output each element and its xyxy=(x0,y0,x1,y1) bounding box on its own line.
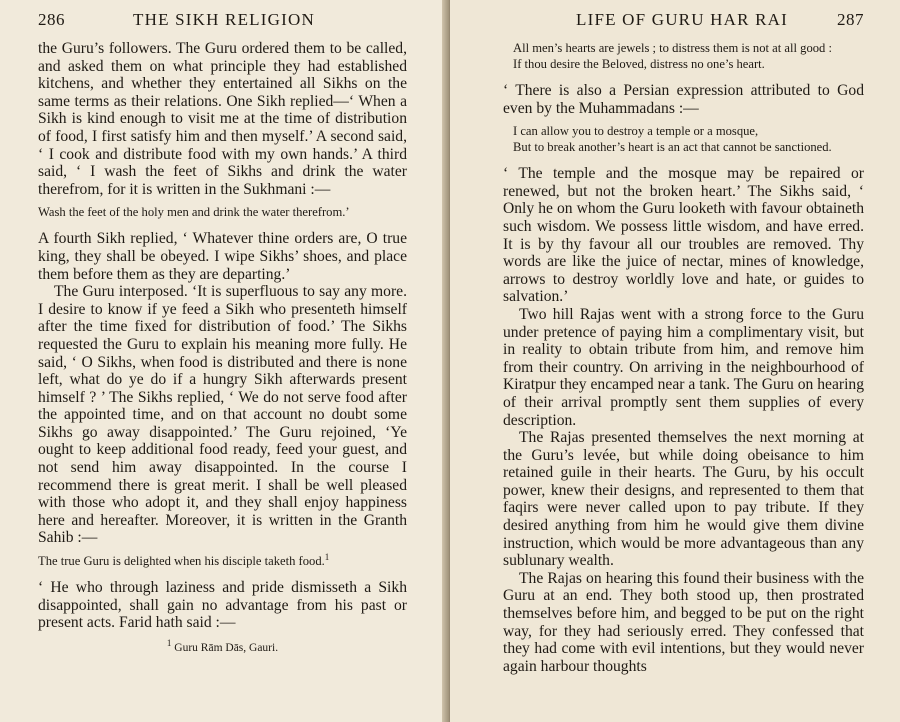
right-quote-1-line-2: If thou desire the Beloved, distress no one’s heart. xyxy=(513,57,765,71)
left-paragraph-4: ‘ He who through laziness and pride dismisseth a Sikh disappointed, shall gain no advantage from his past or present acts. Farid hath said :— xyxy=(38,579,407,632)
left-quote-1 xyxy=(38,204,407,220)
right-quote-2-line-2: But to break another’s heart is an act that cannot be sanctioned. xyxy=(513,140,832,155)
right-running-head: LIFE OF GURU HAR RAI xyxy=(576,10,788,29)
right-paragraph-3: Two hill Rajas went with a strong force to the Guru under pretence of paying him a complimentary visit, but in reality to obtain tribute from him, and remove him from their country. On arriving in the neighbourhood of Kiratpur they encamped near a tank. The Guru on hearing of their arrival promptly sent them supplies of every description. xyxy=(503,305,864,429)
left-page-number: 286 xyxy=(38,10,65,29)
footnote-reference: 1 xyxy=(324,551,330,562)
left-page-header xyxy=(38,10,407,30)
left-paragraph-2: A fourth Sikh replied, ‘ Whatever thine orders are, O true king, they shall be obeyed. I wipe Sikhs’ shoes, and place them before them as they are departing.’ xyxy=(38,230,407,283)
right-paragraph-5: The Rajas on hearing this found their business with the Guru at an end. They both stood up, then prostrated themselves before him, and begged to be put on the right way, for they had seriously erred. They confessed that they had come with evil intentions, but they would never again harbour thoughts xyxy=(503,569,864,675)
footnote-mark: 1 xyxy=(166,637,172,648)
right-page-number: 287 xyxy=(837,10,864,29)
left-paragraph-1: the Guru’s followers. The Guru ordered them to be called, and asked them on what principle they had established kitchens, and whether they entertained all Sikhs on the same terms as their relations. One Sikh replied—‘ When a Sikh is kind enough to visit me at the time of distribution of food, I first satisfy him and then myself.’ A second said, ‘ I cook and distribute food with my own hands.’ A third said, ‘ I wash the feet of Sikhs and drink the water therefrom, for it is written in the Sukhmani :— xyxy=(38,40,407,198)
left-footnote xyxy=(38,637,407,658)
right-paragraph-1: ‘ There is also a Persian expression attributed to God even by the Muhammadans :— xyxy=(503,82,864,117)
right-quote-2 xyxy=(513,123,864,155)
right-page-header xyxy=(503,10,864,30)
left-running-head: THE SIKH RELIGION xyxy=(133,10,315,29)
right-quote-2-line-1: I can allow you to destroy a temple or a mosque, xyxy=(513,124,759,139)
left-quote-2 xyxy=(38,553,407,569)
left-quote-2-text: The true Guru is delighted when his disciple taketh food. xyxy=(38,554,325,569)
footnote-text: Guru Rām Dās, Gauri. xyxy=(174,641,279,654)
right-page xyxy=(450,0,900,722)
left-page-body xyxy=(38,40,407,657)
right-quote-1-line-1: All men’s hearts are jewels ; to distress them is not at all good : xyxy=(513,41,832,55)
right-paragraph-2: ‘ The temple and the mosque may be repaired or renewed, but not the broken heart.’ The Sikhs said, ‘ Only he on whom the Guru looketh with favour obtaineth such wisdom. We possess little wisdom, and have erred. It is by thy favour all our troubles are removed. Thy words are like the juice of nectar, mines of knowledge, arrows to destroy worldly love and hate, or guides to salvation.’ xyxy=(503,165,864,306)
left-quote-1-text: Wash the feet of the holy men and drink the water therefrom.’ xyxy=(38,205,350,220)
left-paragraph-3: The Guru interposed. ‘It is superfluous to say any more. I desire to know if ye feed a Sikh who presenteth himself after the time fixed for distribution of food.’ The Sikhs requested the Guru to explain his meaning more fully. He said, ‘ O Sikhs, when food is distributed and there is none left, what do ye do if a hungry Sikh afterwards present himself ? ’ The Sikhs replied, ‘ We do not serve food after the appointed time, and on that account no doubt some Sikhs go away disappointed.’ The Guru rejoined, ‘Ye ought to keep additional food ready, feed your guest, and not send him away disappointed. In the course I recommend there is great merit. I shall be well pleased with those who adopt it, and they shall enjoy happiness here and hereafter. Moreover, it is written in the Granth Sahib :— xyxy=(38,283,407,547)
right-paragraph-4: The Rajas presented themselves the next morning at the Guru’s levée, but while doing obeisance to him retained guile in their hearts. The Guru, by his occult power, knew their designs, and represented to them that faqirs were never called upon to pay tribute. If they desired anything from him he would give them divine instruction, which would be more advantageous than any sublunary wealth. xyxy=(503,429,864,570)
right-quote-1 xyxy=(513,40,864,72)
right-page-body xyxy=(503,40,864,675)
